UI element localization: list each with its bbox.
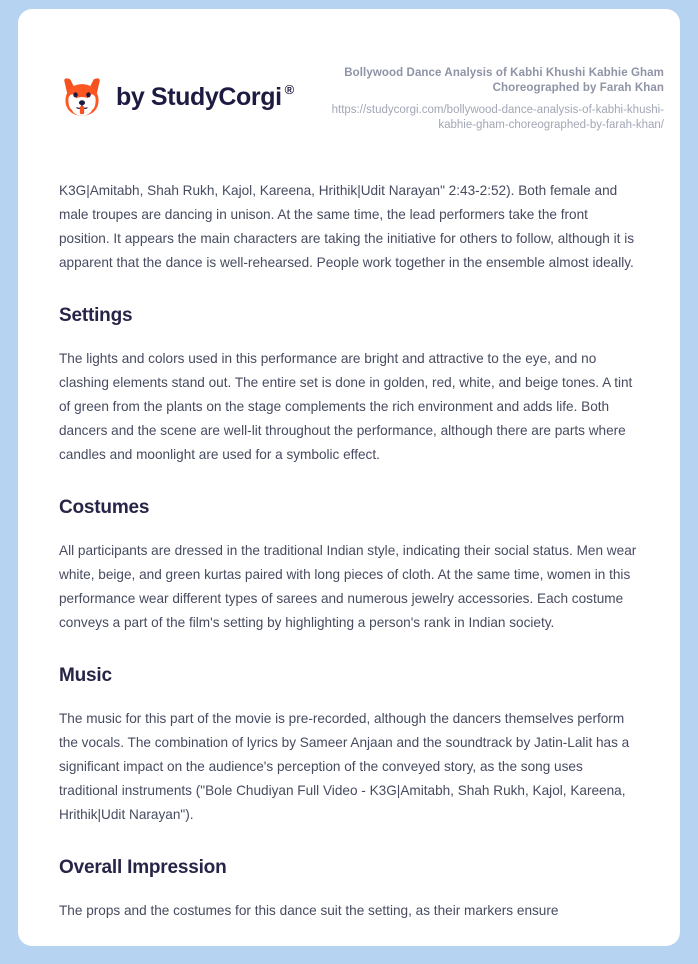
- section-costumes: [59, 496, 639, 635]
- document-header: [18, 9, 680, 133]
- section-paragraph-costumes: All participants are dressed in the traditional Indian style, indicating their social status. Men wear white, beige, and green kurtas paired with long pieces of cloth. At the same time, women in this performance wear different types of sarees and numerous jewelry accessories. Each costume conveys a part of the film's setting by highlighting a person's rank in Indian society.: [59, 543, 637, 630]
- section-paragraph-settings: The lights and colors used in this performance are bright and attractive to the eye, and no clashing elements stand out. The entire set is done in golden, red, white, and beige tones. A tint of green from the plants on the stage complements the rich environment and adds life. Both dancers and the scene are well-lit throughout the performance, although there are parts where candles and moonlight are used for a symbolic effect.: [59, 351, 633, 462]
- section-paragraph-music: The music for this part of the movie is pre-recorded, although the dancers themselves perform the vocals. The combination of lyrics by Sameer Anjaan and the soundtrack by Jatin-Lalit has a significant impact on the audience's perception of the conveyed story, as the song uses traditional instruments ("Bole Chudiyan Full Video - K3G|Amitabh, Shah Rukh, Kajol, Kareena, Hrithik|Udit Narayan").: [59, 711, 630, 822]
- section-overall-impression: [59, 856, 639, 923]
- document-source-url[interactable]: https://studycorgi.com/bollywood-dance-analysis-of-kabhi-khushi-kabhie-gham-choreographed-by-farah-khan/: [331, 104, 664, 131]
- section-heading-music: Music: [59, 665, 112, 686]
- section-heading-overall-impression: Overall Impression: [59, 857, 227, 878]
- section-heading-costumes: Costumes: [59, 497, 150, 518]
- document-title: Bollywood Dance Analysis of Kabhi Khushi Kabhie Gham Choreographed by Farah Khan: [344, 67, 664, 94]
- section-settings: [59, 304, 639, 467]
- registered-trademark-icon: ®: [284, 81, 294, 97]
- corgi-face-icon: [59, 74, 105, 120]
- section-heading-settings: Settings: [59, 305, 133, 326]
- brand-wordmark-text: by StudyCorgi: [116, 82, 282, 111]
- studycorgi-brand: [59, 66, 294, 120]
- document-page-card: [18, 9, 680, 946]
- document-header-meta: [312, 66, 664, 133]
- section-paragraph-overall-impression: The props and the costumes for this dance suit the setting, as their markers ensure: [59, 903, 559, 918]
- brand-wordmark: [116, 81, 294, 111]
- intro-paragraph: K3G|Amitabh, Shah Rukh, Kajol, Kareena, Hrithik|Udit Narayan" 2:43-2:52). Both female and male troupes are dancing in unison. At the same time, the lead performers take the front position. It appears the main characters are taking the initiative for others to follow, although it is apparent that the dance is well-rehearsed. People work together in the ensemble almost ideally.: [59, 183, 635, 270]
- section-music: [59, 664, 639, 827]
- document-body: [18, 179, 680, 923]
